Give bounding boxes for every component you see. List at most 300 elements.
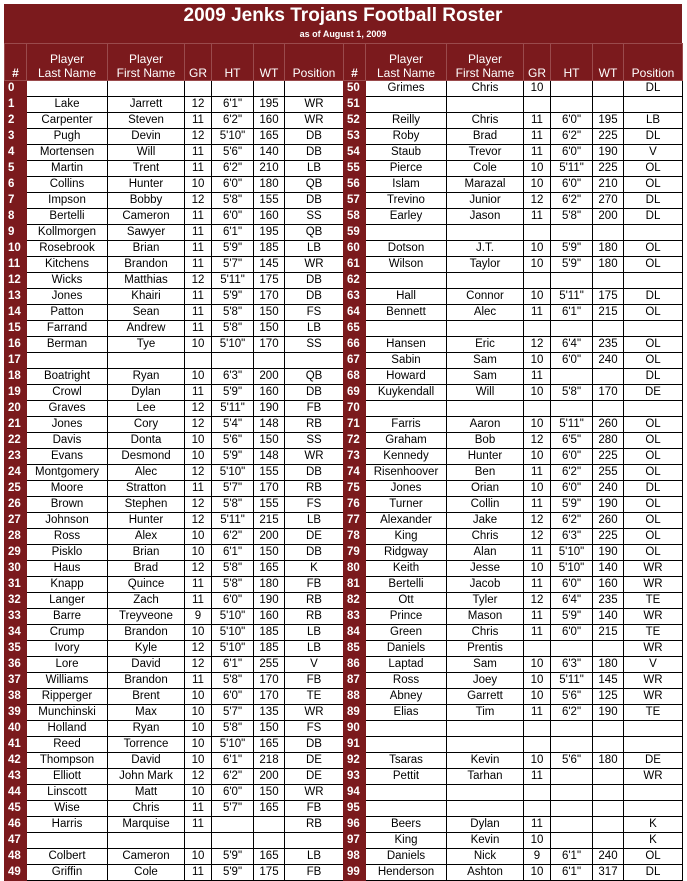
last-name-cell: Barre: [27, 609, 108, 625]
weight-header: WT: [593, 44, 624, 81]
jersey-number-cell: 61: [344, 257, 366, 273]
jersey-number-cell: 33: [5, 609, 27, 625]
position-cell: DB: [285, 289, 344, 305]
weight-cell: 125: [593, 689, 624, 705]
first-name-cell: Brandon: [108, 673, 185, 689]
table-row: [5, 417, 344, 433]
position-cell: [624, 737, 683, 753]
number-header: #: [344, 44, 366, 81]
last-name-cell: [27, 353, 108, 369]
height-cell: 6'3": [212, 369, 254, 385]
first-name-cell: Sean: [108, 305, 185, 321]
last-name-cell: Daniels: [366, 641, 447, 657]
last-name-cell: [366, 721, 447, 737]
weight-cell: 150: [254, 305, 285, 321]
table-row: [344, 145, 683, 161]
jersey-number-cell: 22: [5, 433, 27, 449]
grade-cell: 11: [524, 577, 551, 593]
weight-cell: 150: [254, 433, 285, 449]
jersey-number-cell: 70: [344, 401, 366, 417]
table-row: [344, 113, 683, 129]
table-row: [5, 801, 344, 817]
last-name-cell: Laptad: [366, 657, 447, 673]
table-row: [344, 801, 683, 817]
table-row: [344, 737, 683, 753]
jersey-number-cell: 41: [5, 737, 27, 753]
weight-cell: 190: [254, 593, 285, 609]
height-cell: 5'10": [212, 737, 254, 753]
table-row: [5, 273, 344, 289]
position-cell: WR: [285, 257, 344, 273]
height-cell: 5'9": [212, 241, 254, 257]
table-row: [344, 833, 683, 849]
height-cell: 5'8": [212, 321, 254, 337]
height-cell: 5'11": [551, 161, 593, 177]
jersey-number-cell: 91: [344, 737, 366, 753]
jersey-number-cell: 38: [5, 689, 27, 705]
weight-cell: 150: [254, 721, 285, 737]
table-row: [5, 177, 344, 193]
height-header: HT: [212, 44, 254, 81]
grade-cell: 10: [185, 449, 212, 465]
height-cell: 5'9": [212, 289, 254, 305]
position-cell: OL: [624, 241, 683, 257]
jersey-number-cell: 2: [5, 113, 27, 129]
table-row: [344, 609, 683, 625]
position-cell: SS: [285, 433, 344, 449]
grade-cell: 12: [185, 465, 212, 481]
weight-cell: 215: [254, 513, 285, 529]
position-cell: QB: [285, 369, 344, 385]
height-cell: [551, 721, 593, 737]
first-name-cell: Brian: [108, 241, 185, 257]
height-cell: 6'2": [551, 193, 593, 209]
weight-cell: 210: [254, 161, 285, 177]
height-cell: 5'11": [212, 401, 254, 417]
table-row: [5, 593, 344, 609]
table-row: [5, 753, 344, 769]
grade-cell: 11: [185, 481, 212, 497]
weight-cell: 210: [593, 177, 624, 193]
weight-cell: [593, 273, 624, 289]
grade-cell: 10: [185, 849, 212, 865]
jersey-number-cell: 76: [344, 497, 366, 513]
last-name-cell: [27, 81, 108, 97]
first-name-cell: Chris: [447, 81, 524, 97]
weight-cell: 200: [254, 369, 285, 385]
position-cell: OL: [624, 513, 683, 529]
jersey-number-cell: 62: [344, 273, 366, 289]
table-row: [5, 369, 344, 385]
position-cell: [624, 97, 683, 113]
grade-cell: 12: [185, 769, 212, 785]
first-name-cell: Steven: [108, 113, 185, 129]
position-cell: DE: [285, 529, 344, 545]
height-cell: 6'2": [212, 113, 254, 129]
last-name-cell: Kuykendall: [366, 385, 447, 401]
roster-table-right: [343, 43, 683, 881]
last-name-cell: Beers: [366, 817, 447, 833]
last-name-cell: Jones: [27, 417, 108, 433]
first-name-cell: [108, 353, 185, 369]
grade-cell: 11: [524, 705, 551, 721]
table-row: [344, 337, 683, 353]
jersey-number-cell: 78: [344, 529, 366, 545]
table-row: [5, 209, 344, 225]
weight-cell: 190: [593, 145, 624, 161]
last-name-cell: Moore: [27, 481, 108, 497]
grade-cell: 10: [524, 289, 551, 305]
jersey-number-cell: 80: [344, 561, 366, 577]
height-cell: [551, 769, 593, 785]
table-row: [5, 321, 344, 337]
grade-cell: 10: [524, 865, 551, 881]
weight-cell: [254, 817, 285, 833]
height-cell: 6'2": [551, 513, 593, 529]
table-row: [344, 193, 683, 209]
first-name-cell: John Mark: [108, 769, 185, 785]
last-name-cell: Sabin: [366, 353, 447, 369]
last-name-cell: Impson: [27, 193, 108, 209]
last-name-cell: Martin: [27, 161, 108, 177]
weight-cell: [593, 641, 624, 657]
jersey-number-cell: 85: [344, 641, 366, 657]
first-name-cell: Marazal: [447, 177, 524, 193]
jersey-number-cell: 9: [5, 225, 27, 241]
first-name-cell: Lee: [108, 401, 185, 417]
grade-cell: 12: [185, 401, 212, 417]
first-name-cell: Chris: [447, 529, 524, 545]
weight-cell: [593, 737, 624, 753]
first-name-cell: Stratton: [108, 481, 185, 497]
position-cell: SS: [285, 209, 344, 225]
grade-cell: 11: [185, 209, 212, 225]
grade-cell: 12: [185, 513, 212, 529]
jersey-number-cell: 0: [5, 81, 27, 97]
first-name-cell: Eric: [447, 337, 524, 353]
grade-cell: 10: [185, 689, 212, 705]
position-cell: [285, 81, 344, 97]
table-row: [344, 721, 683, 737]
first-name-cell: Hunter: [108, 177, 185, 193]
position-cell: WR: [285, 705, 344, 721]
position-cell: DB: [285, 545, 344, 561]
height-cell: 5'11": [551, 417, 593, 433]
jersey-number-cell: 36: [5, 657, 27, 673]
position-cell: LB: [285, 321, 344, 337]
grade-cell: 10: [524, 689, 551, 705]
position-cell: RB: [285, 417, 344, 433]
jersey-number-cell: 73: [344, 449, 366, 465]
last-name-cell: Thompson: [27, 753, 108, 769]
first-name-cell: [447, 273, 524, 289]
grade-cell: 11: [185, 289, 212, 305]
weight-cell: 317: [593, 865, 624, 881]
grade-cell: 12: [185, 417, 212, 433]
grade-cell: 11: [524, 769, 551, 785]
first-name-cell: Kyle: [108, 641, 185, 657]
first-name-cell: Bob: [447, 433, 524, 449]
table-row: [5, 689, 344, 705]
weight-cell: 190: [593, 545, 624, 561]
last-name-cell: Griffin: [27, 865, 108, 881]
first-name-cell: Aaron: [447, 417, 524, 433]
first-name-cell: Dylan: [447, 817, 524, 833]
height-header: HT: [551, 44, 593, 81]
table-row: [5, 529, 344, 545]
height-cell: [551, 833, 593, 849]
weight-cell: 170: [254, 689, 285, 705]
position-cell: [624, 273, 683, 289]
height-cell: 6'3": [551, 529, 593, 545]
height-cell: 5'9": [551, 257, 593, 273]
grade-header: GR: [524, 44, 551, 81]
position-cell: WR: [285, 785, 344, 801]
last-name-cell: Islam: [366, 177, 447, 193]
height-cell: 5'8": [212, 721, 254, 737]
table-row: [344, 545, 683, 561]
jersey-number-cell: 19: [5, 385, 27, 401]
height-cell: 6'0": [551, 113, 593, 129]
last-name-cell: Staub: [366, 145, 447, 161]
grade-cell: [524, 801, 551, 817]
jersey-number-cell: 99: [344, 865, 366, 881]
last-name-cell: Tsaras: [366, 753, 447, 769]
jersey-number-cell: 88: [344, 689, 366, 705]
title-bar: [4, 4, 682, 43]
position-cell: WR: [285, 97, 344, 113]
jersey-number-cell: 45: [5, 801, 27, 817]
grade-cell: 10: [185, 177, 212, 193]
table-row: [344, 273, 683, 289]
height-cell: 6'2": [212, 529, 254, 545]
position-cell: LB: [285, 625, 344, 641]
position-cell: [624, 401, 683, 417]
table-row: [5, 257, 344, 273]
grade-cell: 10: [185, 625, 212, 641]
jersey-number-cell: 93: [344, 769, 366, 785]
position-header: Position: [624, 44, 683, 81]
jersey-number-cell: 32: [5, 593, 27, 609]
first-name-cell: Will: [447, 385, 524, 401]
table-row: [344, 449, 683, 465]
last-name-cell: [366, 321, 447, 337]
jersey-number-cell: 60: [344, 241, 366, 257]
last-name-cell: Earley: [366, 209, 447, 225]
jersey-number-cell: 67: [344, 353, 366, 369]
first-name-cell: Sawyer: [108, 225, 185, 241]
grade-cell: 12: [185, 497, 212, 513]
height-cell: 6'1": [551, 865, 593, 881]
grade-cell: 11: [185, 305, 212, 321]
table-row: [344, 257, 683, 273]
weight-cell: 175: [254, 273, 285, 289]
first-name-cell: Hunter: [108, 513, 185, 529]
last-name-cell: Pugh: [27, 129, 108, 145]
height-cell: 6'0": [551, 177, 593, 193]
position-cell: FB: [285, 577, 344, 593]
position-cell: DB: [285, 129, 344, 145]
position-cell: WR: [624, 609, 683, 625]
jersey-number-cell: 27: [5, 513, 27, 529]
jersey-number-cell: 81: [344, 577, 366, 593]
position-cell: OL: [624, 337, 683, 353]
weight-cell: [593, 817, 624, 833]
jersey-number-cell: 35: [5, 641, 27, 657]
height-cell: 5'11": [551, 289, 593, 305]
weight-cell: 235: [593, 337, 624, 353]
grade-cell: 11: [185, 113, 212, 129]
jersey-number-cell: 26: [5, 497, 27, 513]
table-row: [344, 849, 683, 865]
first-name-cell: Bobby: [108, 193, 185, 209]
weight-cell: 135: [254, 705, 285, 721]
grade-cell: 10: [524, 241, 551, 257]
jersey-number-cell: 10: [5, 241, 27, 257]
table-row: [5, 161, 344, 177]
first-name-cell: Tarhan: [447, 769, 524, 785]
height-cell: 6'4": [551, 593, 593, 609]
last-name-cell: Graham: [366, 433, 447, 449]
jersey-number-cell: 21: [5, 417, 27, 433]
weight-cell: 215: [593, 625, 624, 641]
position-cell: WR: [285, 449, 344, 465]
last-name-cell: Turner: [366, 497, 447, 513]
position-cell: RB: [285, 481, 344, 497]
last-name-cell: Wicks: [27, 273, 108, 289]
height-cell: 6'0": [551, 577, 593, 593]
last-name-cell: Kollmorgen: [27, 225, 108, 241]
height-cell: 6'1": [212, 545, 254, 561]
position-cell: FB: [285, 673, 344, 689]
table-row: [5, 385, 344, 401]
table-row: [344, 289, 683, 305]
jersey-number-cell: 90: [344, 721, 366, 737]
last-name-cell: Jones: [366, 481, 447, 497]
jersey-number-cell: 28: [5, 529, 27, 545]
height-cell: 5'8": [212, 673, 254, 689]
jersey-number-cell: 40: [5, 721, 27, 737]
table-row: [5, 113, 344, 129]
grade-cell: 10: [524, 161, 551, 177]
weight-cell: 148: [254, 417, 285, 433]
height-cell: 5'11": [212, 513, 254, 529]
table-row: [344, 641, 683, 657]
last-name-cell: Crump: [27, 625, 108, 641]
weight-cell: 260: [593, 513, 624, 529]
grade-cell: [524, 225, 551, 241]
table-row: [5, 721, 344, 737]
height-cell: 6'0": [212, 689, 254, 705]
last-name-cell: Ridgway: [366, 545, 447, 561]
height-cell: 6'3": [551, 657, 593, 673]
first-name-cell: Max: [108, 705, 185, 721]
height-cell: 6'0": [212, 593, 254, 609]
height-cell: 5'11": [212, 273, 254, 289]
height-cell: 6'0": [212, 177, 254, 193]
height-cell: 6'2": [551, 129, 593, 145]
weight-cell: 165: [254, 801, 285, 817]
jersey-number-cell: 43: [5, 769, 27, 785]
table-row: [344, 209, 683, 225]
weight-cell: 165: [254, 737, 285, 753]
first-name-cell: Jesse: [447, 561, 524, 577]
first-name-header-line1: Player: [128, 52, 163, 66]
grade-cell: 10: [185, 785, 212, 801]
jersey-number-cell: 53: [344, 129, 366, 145]
grade-cell: 11: [185, 577, 212, 593]
height-cell: 5'8": [212, 561, 254, 577]
grade-cell: 10: [524, 257, 551, 273]
table-row: [344, 353, 683, 369]
weight-cell: 235: [593, 593, 624, 609]
first-name-cell: [108, 81, 185, 97]
table-row: [344, 673, 683, 689]
weight-cell: 225: [593, 449, 624, 465]
height-cell: 5'10": [212, 625, 254, 641]
height-cell: 5'9": [551, 497, 593, 513]
header-row: [5, 44, 344, 81]
last-name-cell: Ott: [366, 593, 447, 609]
number-header: #: [5, 44, 27, 81]
height-cell: [551, 81, 593, 97]
position-cell: DB: [285, 193, 344, 209]
grade-cell: 11: [185, 801, 212, 817]
height-cell: [551, 97, 593, 113]
jersey-number-cell: 29: [5, 545, 27, 561]
grade-header: GR: [185, 44, 212, 81]
grade-cell: 10: [524, 561, 551, 577]
weight-cell: [593, 81, 624, 97]
position-cell: DL: [624, 369, 683, 385]
last-name-cell: Hall: [366, 289, 447, 305]
first-name-cell: Cole: [108, 865, 185, 881]
weight-cell: 180: [254, 577, 285, 593]
first-name-cell: Alan: [447, 545, 524, 561]
weight-cell: 155: [254, 497, 285, 513]
weight-cell: 185: [254, 641, 285, 657]
weight-cell: 170: [254, 673, 285, 689]
jersey-number-cell: 11: [5, 257, 27, 273]
jersey-number-cell: 5: [5, 161, 27, 177]
table-row: [344, 161, 683, 177]
jersey-number-cell: 47: [5, 833, 27, 849]
grade-cell: 10: [524, 417, 551, 433]
first-name-cell: Hunter: [447, 449, 524, 465]
first-name-cell: Devin: [108, 129, 185, 145]
height-cell: 5'9": [212, 385, 254, 401]
jersey-number-cell: 77: [344, 513, 366, 529]
position-cell: WR: [624, 561, 683, 577]
grade-cell: 12: [524, 337, 551, 353]
first-name-cell: Torrence: [108, 737, 185, 753]
grade-cell: 10: [185, 545, 212, 561]
jersey-number-cell: 92: [344, 753, 366, 769]
last-name-cell: Evans: [27, 449, 108, 465]
table-row: [344, 481, 683, 497]
first-name-cell: Junior: [447, 193, 524, 209]
table-row: [344, 97, 683, 113]
first-name-cell: Jake: [447, 513, 524, 529]
roster-sheet: [4, 4, 682, 878]
height-cell: 5'7": [212, 705, 254, 721]
table-row: [344, 529, 683, 545]
position-cell: QB: [285, 177, 344, 193]
weight-cell: 175: [593, 289, 624, 305]
first-name-cell: Brian: [108, 545, 185, 561]
table-row: [344, 705, 683, 721]
grade-cell: 12: [524, 513, 551, 529]
